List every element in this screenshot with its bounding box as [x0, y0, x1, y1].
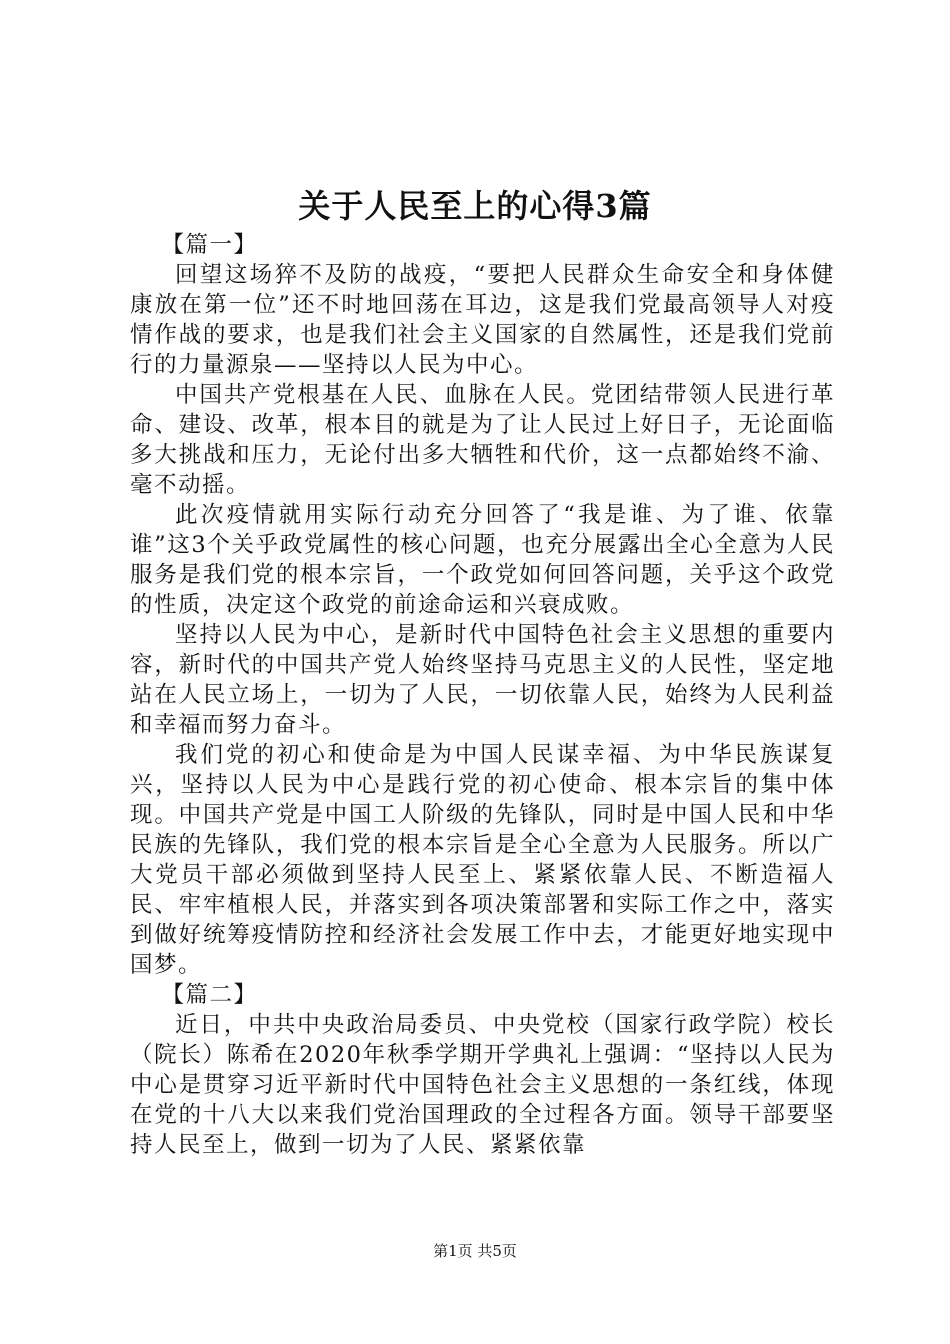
section-heading: 【篇二】 — [161, 982, 258, 1008]
paragraph: 中国共产党根基在人民、血脉在人民。党团结带领人民进行革命、建设、改革，根本目的就是为了让人民过上好日子，无论面临多大挑战和压力，无论付出多大牺牲和代价，这一点都始终不渝、毫不动摇。 — [130, 382, 835, 498]
document-body — [130, 230, 835, 1160]
section-heading: 【篇一】 — [161, 232, 258, 258]
paragraph: 我们党的初心和使命是为中国人民谋幸福、为中华民族谋复兴，坚持以人民为中心是践行党的初心使命、根本宗旨的集中体现。中国共产党是中国工人阶级的先锋队，同时是中国人民和中华民族的先锋队，我们党的根本宗旨是全心全意为人民服务。所以广大党员干部必须做到坚持人民至上、紧紧依靠人民、不断造福人民、牢牢植根人民，并落实到各项决策部署和实际工作之中，落实到做好统筹疫情防控和经济社会发展工作中去，才能更好地实现中国梦。 — [130, 742, 835, 978]
paragraph: 近日，中共中央政治局委员、中央党校（国家行政学院）校长（院长）陈希在2020年秋季学期开学典礼上强调：“坚持以人民为中心是贯穿习近平新时代中国特色社会主义思想的一条红线，体现在党的十八大以来我们党治国理政的全过程各方面。领导干部要坚持人民至上，做到一切为了人民、紧紧依靠 — [130, 1012, 835, 1158]
paragraph: 回望这场猝不及防的战疫，“要把人民群众生命安全和身体健康放在第一位”还不时地回荡在耳边，这是我们党最高领导人对疫情作战的要求，也是我们社会主义国家的自然属性，还是我们党前行的力量源泉——坚持以人民为中心。 — [130, 262, 835, 378]
paragraph: 坚持以人民为中心，是新时代中国特色社会主义思想的重要内容，新时代的中国共产党人始终坚持马克思主义的人民性，坚定地站在人民立场上，一切为了人民，一切依靠人民，始终为人民利益和幸福而努力奋斗。 — [130, 622, 835, 738]
document-title: 关于人民至上的心得3篇 — [298, 187, 652, 225]
page-footer: 第1页 共5页 — [433, 1242, 517, 1260]
paragraph: 此次疫情就用实际行动充分回答了“我是谁、为了谁、依靠谁”这3个关乎政党属性的核心问题，也充分展露出全心全意为人民服务是我们党的根本宗旨，一个政党如何回答问题，关乎这个政党的性质，决定这个政党的前途命运和兴衰成败。 — [130, 502, 835, 618]
